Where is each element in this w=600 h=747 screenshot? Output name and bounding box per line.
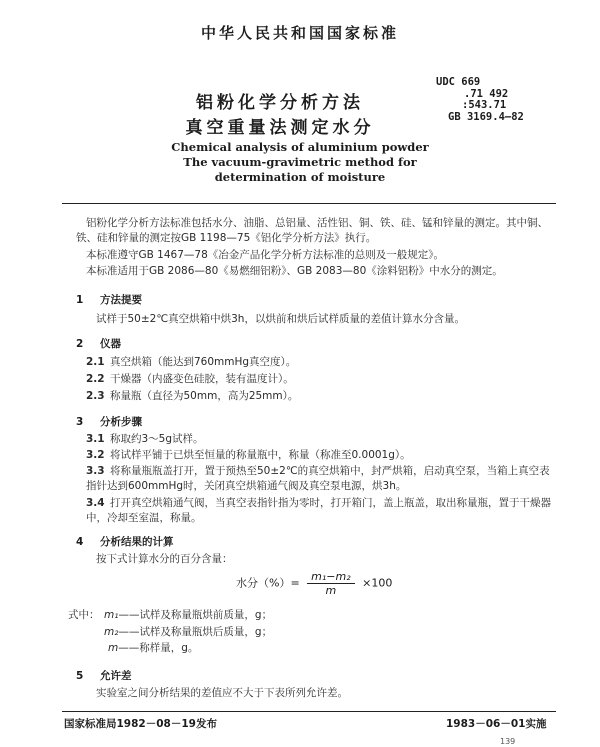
item-number: 2.2 [86, 373, 105, 385]
intro-paragraph-1: 铝粉化学分析方法标准包括水分、油脂、总铝量、活性铝、铜、铁、硅、锰和锌量的测定。其中铜、铁、硅和锌量的测定按GB 1198—75《铝化学分析方法》执行。 [76, 217, 548, 244]
section-title: 分析步骤 [100, 416, 142, 428]
item-text: 称量瓶（直径为50mm，高为25mm）。 [110, 390, 299, 402]
section-4-heading [76, 534, 174, 549]
list-item [86, 448, 556, 463]
effective-date: 1983－06－01实施 [446, 718, 547, 730]
item-text: 将试样平铺于已烘至恒量的称量瓶中，称量（称准至0.0001g）。 [110, 449, 411, 461]
bottom-divider [62, 711, 556, 712]
section-1-text: 试样于50±2℃真空烘箱中烘3h，以烘前和烘后试样质量的差值计算水分含量。 [96, 313, 465, 325]
section-number: 2 [76, 338, 84, 350]
item-text: 打开真空烘箱通气阀，当真空表指针指为零时，打开箱门，盖上瓶盖，取出称量瓶，置于干燥器中，冷却至室温，称量。 [86, 497, 551, 524]
list-item [86, 464, 556, 494]
section-2-heading [76, 336, 121, 351]
variable-description: ——试样及称量瓶烘前质量，g； [118, 609, 273, 621]
list-item [86, 496, 556, 526]
item-number: 2.3 [86, 390, 105, 402]
section-title: 分析结果的计算 [100, 536, 174, 548]
title-cn-line1: 铝粉化学分析方法 [196, 93, 364, 113]
moisture-formula [236, 570, 392, 597]
section-5-text: 实验室之间分析结果的差值应不大于下表所列允许差。 [96, 687, 348, 699]
section-3-heading [76, 414, 142, 429]
section-title: 方法提要 [100, 294, 142, 306]
udc-code-1: UDC 669 [436, 76, 481, 88]
page-number: 139 [500, 737, 516, 746]
formula-variable [104, 608, 272, 623]
title-en-line3: determination of moisture [214, 170, 386, 184]
top-divider [62, 203, 556, 204]
title-en-line2: The vacuum-gravimetric method for [183, 155, 417, 169]
formula-variable [104, 625, 272, 640]
formula-variable [108, 641, 198, 656]
variable-description: ——称样量，g。 [118, 642, 199, 654]
section-title: 仪器 [100, 338, 121, 350]
list-item [86, 355, 296, 370]
variable-description: ——试样及称量瓶烘后质量，g； [118, 626, 273, 638]
list-item [86, 372, 294, 387]
gb-standard-number: GB 3169.4—82 [448, 111, 524, 123]
section-5-heading [76, 668, 132, 683]
udc-code-2: .71 492 [464, 88, 509, 100]
item-text: 称取约3～5g试样。 [110, 433, 204, 445]
variable-symbol: m₂ [104, 626, 119, 638]
national-standard-header: 中华人民共和国国家标准 [200, 24, 399, 42]
list-item [86, 432, 556, 447]
section-number: 5 [76, 670, 84, 682]
formula-lhs: 水分（%）= [236, 576, 300, 590]
formula-tail: ×100 [362, 576, 393, 590]
item-text: 真空烘箱（能达到760mmHg真空度）。 [110, 356, 297, 368]
section-title: 允许差 [100, 670, 132, 682]
item-number: 3.2 [86, 449, 105, 461]
variable-symbol: m₁ [104, 609, 119, 621]
formula-numerator: m₁−m₂ [307, 570, 354, 584]
item-number: 3.4 [86, 497, 105, 509]
variable-symbol: m [108, 642, 119, 654]
item-text: 将称量瓶瓶盖打开，置于预热至50±2℃的真空烘箱中，封严烘箱，启动真空泵，当箱上真空表指针达到600mmHg时，关闭真空烘箱通气阀及真空泵电源，烘3h。 [86, 465, 550, 492]
udc-code-3: :543.71 [462, 99, 507, 111]
list-item [86, 389, 298, 404]
section-4-lead: 按下式计算水分的百分含量： [96, 553, 233, 565]
section-number: 1 [76, 294, 84, 306]
item-number: 2.1 [86, 356, 105, 368]
title-en-line1: Chemical analysis of aluminium powder [171, 140, 429, 154]
section-number: 3 [76, 416, 84, 428]
section-number: 4 [76, 536, 84, 548]
issued-date: 国家标准局1982－08－19发布 [64, 718, 217, 730]
intro-paragraph-3: 本标准适用于GB 2086—80《易燃细铝粉》、GB 2083—80《涂料铝粉》中水分的测定。 [86, 265, 503, 277]
item-text: 干燥器（内盛变色硅胶，装有温度计）。 [110, 373, 294, 385]
formula-denominator: m [325, 584, 337, 597]
formula-fraction [307, 570, 354, 597]
title-cn-line2: 真空重量法测定水分 [185, 118, 375, 138]
formula-where-label: 式中： [68, 609, 100, 621]
item-number: 3.3 [86, 465, 105, 477]
intro-paragraph-2: 本标准遵守GB 1467—78《冶金产品化学分析方法标准的总则及一般规定》。 [86, 249, 445, 261]
section-1-heading [76, 292, 142, 307]
item-number: 3.1 [86, 433, 105, 445]
